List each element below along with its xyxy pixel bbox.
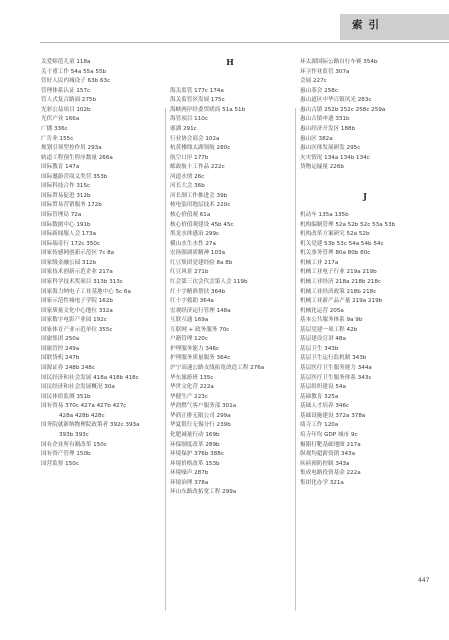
index-entry: 红会第三次会代会第人会 119b <box>170 278 248 285</box>
index-entry: 环境噪声 287b <box>170 470 209 477</box>
index-entry: 海峡两岸经委贸磋商 51a 51b <box>170 106 246 113</box>
index-entry: 华世文化营 222a <box>170 384 214 391</box>
index-entry: 基础设施建设 372a 378a <box>300 412 366 419</box>
index-entry: 国家科学技术奖项目 313b 313c <box>41 278 123 285</box>
index-entry: 核心价值观建设 45b 45c <box>170 221 234 228</box>
index-entry: 海关监管区发展 175c <box>170 97 225 104</box>
index-entry: 国有资易 370c 427a 427b 427c <box>41 403 127 410</box>
index-entry: 机动车 135a 135b <box>300 212 349 218</box>
index-column-1 <box>41 58 161 469</box>
index-entry: 互联互通 169a <box>170 317 209 324</box>
index-entry: 惠山茶会 258c <box>300 87 338 94</box>
index-entry: 基层党建一项工程 42b <box>300 326 358 333</box>
index-entry: 火灾情况 134a 134b 134c <box>300 154 370 161</box>
index-entry: 环太湖国际公路自行车赛 354b <box>300 59 378 65</box>
index-entry: 机关党建 53b 53c 54a 54b 54c <box>300 240 384 247</box>
index-entry: 关于重工作 54a 55a 55b <box>41 68 107 75</box>
index-entry: 机构编制管理 52a 52b 52c 53a 53b <box>300 221 396 228</box>
index-entry: 机械工业经济政策 218b 218c <box>300 288 377 295</box>
index-entry: 国源证券 248b 248c <box>41 365 95 371</box>
index-entry: 基本公共服务体系 9a 9b <box>300 317 363 324</box>
index-entry: 国家质量文化中心地位 332a <box>41 307 113 314</box>
index-entry: 国际邀游营商义类营 353b <box>41 173 108 180</box>
index-entry: 光伏产业 166a <box>41 116 80 123</box>
index-entry: 国际教育 147a <box>41 164 80 171</box>
index-entry: 化肥减量行动 169b <box>170 431 220 438</box>
index-entry: 国民经济和社会发展概况 30a <box>41 384 115 391</box>
index-entry: 海管项目 110c <box>170 116 208 123</box>
index-column-2 <box>170 58 290 498</box>
index-entry: 国际数据中心 191b <box>41 221 91 228</box>
index-entry: 沪宁高速公路支线拓宽改造工程 276a <box>170 365 265 371</box>
index-entry: 红十字精准帮扶 364b <box>170 288 226 295</box>
index-entry: 环境保护 376b 388c <box>170 451 224 458</box>
index-entry: 宏观经济运行管理 148a <box>170 307 231 314</box>
index-entry: 国际科技合作 315c <box>41 183 91 190</box>
index-entry: 红豆风景 271b <box>170 269 209 276</box>
index-entry: 管理体系认证 157c <box>41 87 91 94</box>
page-number: 447 <box>418 577 430 584</box>
index-entry: 行业协会商会 102a <box>170 135 220 142</box>
index-entry: 关爱师范儿童 118a <box>41 59 91 65</box>
index-entry: 轨道工程预生程序数量 266a <box>41 154 113 161</box>
index-entry: 航空口岸 177b <box>170 154 209 161</box>
index-entry: 华润正排无限公司 299a <box>170 412 231 419</box>
index-entry: 环卫作业监管 307a <box>300 68 350 75</box>
index-entry: 国有企业所有制改革 150c <box>41 441 107 448</box>
index-entry: 基层卫生 343b <box>300 345 339 352</box>
index-entry: 河长制工作推进会 39b <box>170 192 228 199</box>
index-entry: 管人式复合路面 275b <box>41 97 97 104</box>
index-entry: 极限打靶基础地图 217a <box>300 441 361 448</box>
index-entry: 惠山区 382a <box>300 135 333 142</box>
index-entry: 护理服务质量服务 364c <box>170 355 231 362</box>
index-entry: 国际贸易促进 312b <box>41 192 91 199</box>
index-entry: 基层医疗卫生服务能力 344a <box>300 365 372 371</box>
index-entry: 华健生产 223c <box>170 393 208 400</box>
index-entry: 会展 227c <box>300 78 327 85</box>
index-entry: 国家技术创新示范企业 217a <box>41 269 113 276</box>
index-entry: 国家级金融公园 312b <box>41 259 97 266</box>
index-entry: 国际管理局 72a <box>41 212 82 218</box>
index-entry: 惠山古镇 252b 252c 258c 259a <box>300 106 386 113</box>
section-letter-h: H <box>226 57 234 67</box>
index-entry: 环境治理 378a <box>170 479 209 486</box>
index-entry: 华夏银行无锡分行 239b <box>170 422 231 429</box>
index-entry: 红十字救助 364a <box>170 298 214 305</box>
index-entry: 基层卫生运行监机制 343b <box>300 355 367 362</box>
index-entry: 集团化办学 321a <box>300 479 344 486</box>
index-entry: 428a 428b 428c <box>59 412 105 419</box>
index-entry: 惠山经济开发区 188b <box>300 125 356 132</box>
index-entry: 国际新闻服人会 173a <box>41 231 97 238</box>
column-divider <box>165 108 166 611</box>
index-entry: 机构改革方案研究 52a 52b <box>300 231 370 238</box>
index-entry: 国有资产管理 150b <box>41 451 91 458</box>
spacer <box>170 68 290 78</box>
index-entry: 国营监督 150c <box>41 460 79 467</box>
index-entry: 惠山区体发展研发 295c <box>300 145 361 152</box>
index-entry: 红豆集团党建经验 8a 8b <box>170 259 233 266</box>
index-entry: 基础人才培养 346c <box>300 403 350 410</box>
index-entry: 核电装用地层技术 220c <box>170 202 231 209</box>
index-entry <box>300 173 430 183</box>
index-entry: 横山水生水性 27a <box>170 240 216 247</box>
index-entry: 国际瑞奇行 172c 350c <box>41 240 101 247</box>
index-entry: 基层医疗卫生服务体系 343c <box>300 374 372 381</box>
index-entry: 核心价值观 61a <box>170 212 211 218</box>
index-entry: 国民体质监测 351b <box>41 393 91 400</box>
index-entry: 国联货机 247b <box>41 355 80 362</box>
index-entry: 互联网 + 政务服务 70c <box>170 326 230 333</box>
index-entry: 宏扬强调质精神 103a <box>170 250 226 257</box>
header-rule <box>40 42 449 43</box>
section-letter-j: J <box>363 190 367 201</box>
index-entry: 国家海力纳电子工业基地中心 5c 6a <box>41 288 131 295</box>
index-entry: 光彩公益项目 102b <box>41 106 91 113</box>
index-entry: 基础教育 325a <box>300 393 339 400</box>
column-divider <box>295 108 296 611</box>
index-entry: 海关监管 177c 174a <box>170 87 224 94</box>
index-entry: 环保制度改革 289b <box>170 441 220 448</box>
index-entry: 国家传感网创新示范区 7c 8a <box>41 250 115 257</box>
index-entry: 环境价格改革 153b <box>170 460 220 467</box>
page-header-title: 索引 <box>352 19 385 31</box>
index-entry: 国旅管控 249a <box>41 345 80 352</box>
index-entry: 华东旅游班 135c <box>170 374 214 381</box>
index-entry: 国家数字电影产业园 192c <box>41 317 107 324</box>
index-entry: 杭黄楼线太湖领航 280c <box>170 145 231 152</box>
index-entry: 广告业 155c <box>41 135 74 142</box>
index-entry: 基层组织建设 54a <box>300 384 346 391</box>
index-entry: 国家示范性城电子学院 162b <box>41 298 113 305</box>
index-entry: 惠山道区中华百镇风光 283c <box>300 97 372 104</box>
index-entry: 惠山古镇申遗 331b <box>300 116 350 123</box>
index-entry: 华润燃气客户服务部 301a <box>170 403 237 410</box>
index-column-3 <box>300 58 430 488</box>
index-entry: 河长大会 36b <box>170 183 205 190</box>
index-entry: 纵观均超薪资销 343a <box>300 451 356 458</box>
index-entry: 国民经济和社会发展 418a 418b 418c <box>41 374 139 381</box>
index-entry: 集成电路投资基金 222a <box>300 470 361 477</box>
index-entry: 393b 393c <box>59 431 89 438</box>
index-entry: 机械工业经济 218a 218b 218c <box>300 278 381 285</box>
index-entry: 疾病预防控制 343a <box>300 460 350 467</box>
index-entry: 机械化运营 205a <box>300 307 344 314</box>
index-entry: 绩寺工作 120a <box>300 422 339 429</box>
index-entry: 规划引领型控作用 293a <box>41 145 102 152</box>
index-entry: 邪湖 291c <box>170 125 197 132</box>
index-entry: 国际贸易营销服务 172b <box>41 202 102 209</box>
index-entry <box>300 201 430 211</box>
index-entry: 机械工业新产品产量 219a 219b <box>300 298 383 305</box>
index-entry: 机械工业电子行业 219a 219b <box>300 269 377 276</box>
index-entry: 管好人民内城设子 63b 63c <box>41 78 111 85</box>
spacer <box>170 77 290 87</box>
index-entry: 户籍管理 120c <box>170 336 208 343</box>
index-entry: 培寺年均 GDP 城市 9c <box>300 431 358 438</box>
index-entry: 货物运输量 226b <box>300 164 344 171</box>
index-entry: 机关事务管理 80a 80b 80c <box>300 250 371 257</box>
index-entry: 河道水情 26c <box>170 173 205 180</box>
index-entry: 邮政航十工作品 222c <box>170 164 225 171</box>
index-entry: 机械工业 217a <box>300 259 339 266</box>
index-entry: 广播 336c <box>41 125 68 132</box>
index-entry: 护理服务能力 346c <box>170 345 220 352</box>
index-entry: 国旅集团 250a <box>41 336 80 343</box>
index-entry: 环山东路改拓宽工程 299a <box>170 489 237 496</box>
index-entry: 基层建设宣讲 48a <box>300 336 346 343</box>
index-entry: 国家体育产业示范单位 355c <box>41 326 113 333</box>
index-entry: 黑龙水体感治 299c <box>170 231 220 238</box>
index-entry: 国务院就新纳物理院政策者 392c 393a <box>41 422 140 429</box>
